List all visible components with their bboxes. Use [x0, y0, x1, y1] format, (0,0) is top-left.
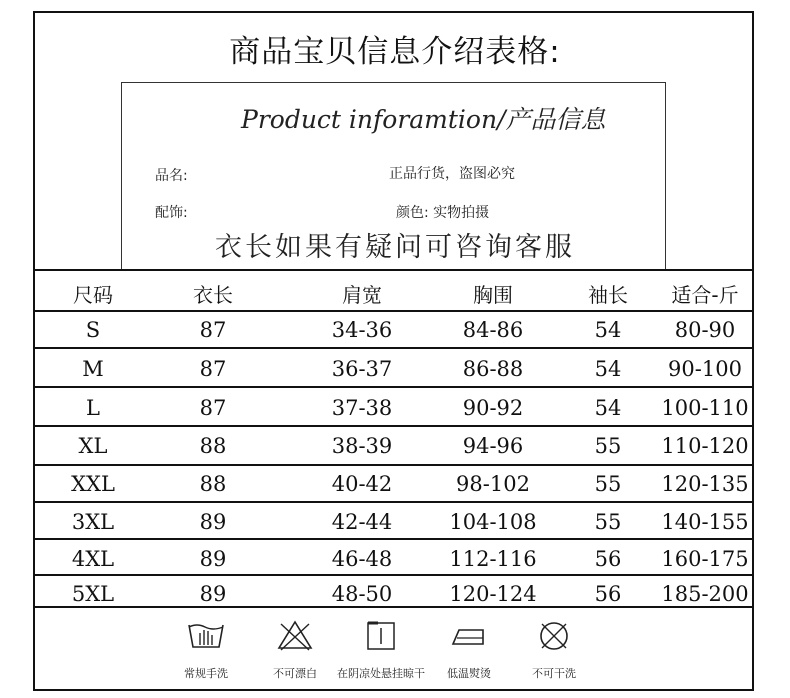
- care-label: 不可漂白: [273, 667, 317, 680]
- table-rule: [33, 501, 754, 503]
- table-rule: [33, 464, 754, 466]
- size-label: M: [82, 357, 104, 381]
- table-rule: [33, 425, 754, 427]
- table-rule: [33, 574, 754, 576]
- table-cell: 54: [594, 318, 622, 342]
- size-label: XXL: [71, 472, 115, 496]
- table-cell: 185-200: [661, 582, 749, 606]
- genuine-note: 正品行货，盗图必究: [389, 166, 515, 182]
- care-label: 不可干洗: [532, 667, 576, 680]
- table-cell: 37-38: [331, 396, 393, 420]
- table-cell: 98-102: [456, 472, 530, 496]
- table-cell: 55: [594, 510, 622, 534]
- table-cell: 48-50: [331, 582, 393, 606]
- table-rule: [33, 347, 754, 349]
- size-label: XL: [78, 434, 108, 458]
- low-iron-icon: [449, 624, 489, 648]
- table-cell: 88: [199, 472, 227, 496]
- table-cell: 89: [199, 510, 227, 534]
- table-cell: 54: [594, 357, 622, 381]
- table-header-cell: 袖长: [588, 283, 628, 307]
- table-cell: 84-86: [462, 318, 524, 342]
- table-header-cell: 尺码: [73, 283, 113, 307]
- size-label: L: [86, 396, 100, 420]
- table-header-cell: 肩宽: [342, 283, 382, 307]
- table-cell: 55: [594, 472, 622, 496]
- table-cell: 87: [199, 357, 227, 381]
- table-cell: 87: [199, 318, 227, 342]
- table-cell: 160-175: [661, 547, 749, 571]
- table-cell: 90-100: [668, 357, 742, 381]
- table-cell: 80-90: [674, 318, 736, 342]
- table-cell: 88: [199, 434, 227, 458]
- product-name-label: 品名:: [155, 168, 188, 184]
- table-cell: 89: [199, 547, 227, 571]
- table-cell: 87: [199, 396, 227, 420]
- table-header-cell: 胸围: [473, 283, 513, 307]
- product-info-heading: Product inforamtion/产品信息: [241, 105, 606, 134]
- table-rule: [33, 606, 754, 608]
- table-cell: 46-48: [331, 547, 393, 571]
- accessory-label: 配饰:: [155, 205, 188, 221]
- table-cell: 86-88: [462, 357, 524, 381]
- table-cell: 104-108: [449, 510, 537, 534]
- table-header-cell: 适合-斤: [671, 283, 739, 307]
- no-bleach-icon: [276, 619, 314, 651]
- color-label: 颜色: 实物拍摄: [396, 205, 490, 221]
- table-cell: 112-116: [449, 547, 537, 571]
- table-rule: [33, 386, 754, 388]
- care-label: 在阴凉处悬挂晾干: [337, 667, 425, 680]
- table-cell: 38-39: [331, 434, 393, 458]
- customer-service-notice: 衣长如果有疑问可咨询客服: [215, 232, 575, 263]
- size-label: S: [85, 318, 101, 342]
- table-cell: 36-37: [331, 357, 393, 381]
- table-rule: [33, 269, 754, 271]
- table-cell: 42-44: [331, 510, 393, 534]
- size-label: 3XL: [71, 510, 115, 534]
- no-dry-clean-icon: [537, 619, 571, 653]
- care-label: 常规手洗: [184, 667, 228, 680]
- table-cell: 54: [594, 396, 622, 420]
- table-cell: 94-96: [462, 434, 524, 458]
- table-header-cell: 衣长: [193, 283, 233, 307]
- table-cell: 100-110: [661, 396, 749, 420]
- page-title: 商品宝贝信息介绍表格:: [229, 34, 561, 70]
- table-cell: 56: [594, 547, 622, 571]
- table-cell: 140-155: [661, 510, 749, 534]
- hand-wash-icon: [187, 621, 225, 651]
- table-cell: 110-120: [661, 434, 749, 458]
- size-label: 4XL: [71, 547, 115, 571]
- table-cell: 40-42: [331, 472, 393, 496]
- shade-dry-icon: [366, 621, 396, 651]
- table-cell: 89: [199, 582, 227, 606]
- care-label: 低温熨烫: [447, 667, 491, 680]
- table-rule: [33, 310, 754, 312]
- table-cell: 55: [594, 434, 622, 458]
- table-cell: 90-92: [462, 396, 524, 420]
- table-cell: 34-36: [331, 318, 393, 342]
- table-rule: [33, 538, 754, 540]
- size-label: 5XL: [71, 582, 115, 606]
- table-cell: 120-135: [661, 472, 749, 496]
- table-cell: 120-124: [449, 582, 537, 606]
- table-cell: 56: [594, 582, 622, 606]
